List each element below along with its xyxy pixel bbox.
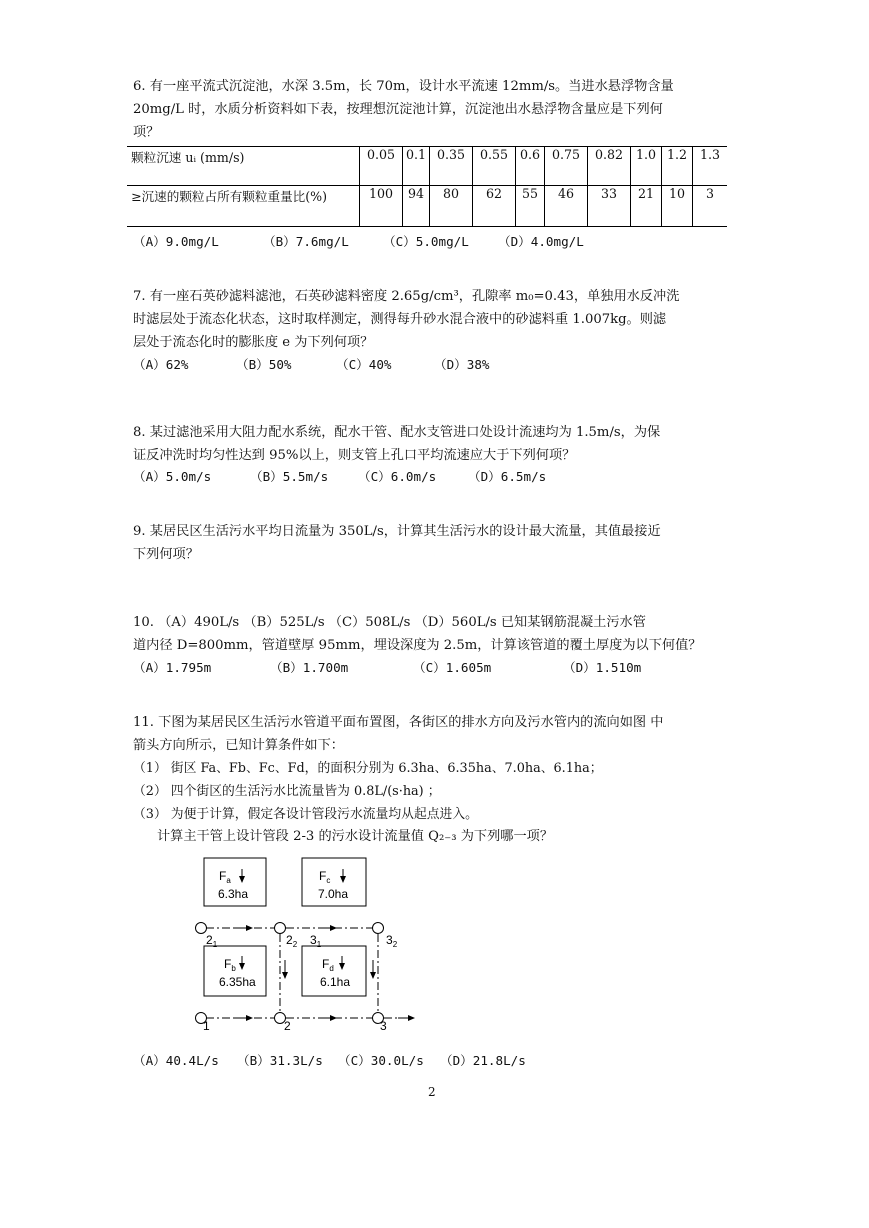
option-b: （B）1.700m xyxy=(270,660,349,675)
node-label-21: $2_1$ xyxy=(206,933,218,949)
option-b: （B）50% xyxy=(236,357,292,372)
q6-line-3: 项？ xyxy=(133,125,160,140)
block-fa-area: 6.3ha xyxy=(218,887,249,901)
q8-line-1: 8. 某过滤池采用大阻力配水系统，配水干管、配水支管进口处设计流速均为 1.5m/s，为保 xyxy=(133,425,661,440)
sewer-layout-diagram xyxy=(190,852,430,1030)
speed-cell: 0.35 xyxy=(430,147,473,186)
q9-line-2: 下列何项？ xyxy=(133,547,199,562)
percent-cell: 62 xyxy=(473,186,516,227)
block-fd-label: $F_d$ xyxy=(322,957,334,973)
option-a: （A）9.0mg/L xyxy=(133,234,219,249)
q11-question: 计算主干管上设计管段 2-3 的污水设计流量值 Q₂₋₃ 为下列哪一项？ xyxy=(157,829,554,844)
option-c: （C）6.0m/s xyxy=(358,469,437,484)
option-b: （B）5.5m/s xyxy=(250,469,329,484)
speed-cell: 0.82 xyxy=(588,147,631,186)
block-fc-area: 7.0ha xyxy=(318,887,349,901)
page-number: 2 xyxy=(428,1085,436,1099)
node-label-32: $3_2$ xyxy=(386,933,398,949)
percent-cell: 100 xyxy=(360,186,403,227)
block-fd-area: 6.1ha xyxy=(320,975,351,989)
q7-line-2: 时滤层处于流态化状态，这时取样测定，测得每升砂水混合液中的砂滤料重 1.007kg。则滤 xyxy=(133,312,667,327)
q11-condition-2: （2） 四个街区的生活污水比流量皆为 0.8L/(s·ha) ； xyxy=(133,784,441,799)
speed-cell: 0.55 xyxy=(473,147,516,186)
node-32 xyxy=(373,923,384,934)
option-a: （A）1.795m xyxy=(133,660,212,675)
percent-cell: 3 xyxy=(693,186,728,227)
speed-cell: 0.05 xyxy=(360,147,403,186)
table-header-percent: ≥沉速的颗粒占所有颗粒重量比(%) xyxy=(127,186,360,227)
option-d: （D）38% xyxy=(434,357,490,372)
q11-line-1: 11. 下图为某居民区生活污水管道平面布置图，各街区的排水方向及污水管内的流向如图 中 xyxy=(133,715,664,730)
percent-cell: 33 xyxy=(588,186,631,227)
option-d: （D）6.5m/s xyxy=(468,469,547,484)
node-22 xyxy=(275,923,286,934)
speed-cell: 0.1 xyxy=(403,147,430,186)
option-c: （C）30.0L/s xyxy=(338,1053,424,1068)
speed-cell: 0.75 xyxy=(545,147,588,186)
node-label-22: $2_2$ xyxy=(286,933,298,949)
q10-line-1: 10. （A）490L/s （B）525L/s （C）508L/s （D）560L/s 已知某钢筋混凝土污水管 xyxy=(133,615,646,630)
block-fb-label: $F_b$ xyxy=(224,957,236,973)
q6-line-1: 6. 有一座平流式沉淀池，水深 3.5m，长 70m，设计水平流速 12mm/s。当进水悬浮物含量 xyxy=(133,79,674,94)
q9-line-1: 9. 某居民区生活污水平均日流量为 350L/s，计算其生活污水的设计最大流量，其值最接近 xyxy=(133,524,661,539)
option-b: （B）7.6mg/L xyxy=(263,234,349,249)
q10-options xyxy=(133,660,641,676)
option-c: （C）40% xyxy=(336,357,392,372)
node-label-2: 2 xyxy=(284,1019,291,1030)
option-d: （D）4.0mg/L xyxy=(498,234,584,249)
table-row xyxy=(127,186,727,227)
q6-data-table xyxy=(127,146,727,227)
speed-cell: 1.2 xyxy=(662,147,693,186)
speed-cell: 0.6 xyxy=(516,147,545,186)
q11-options xyxy=(133,1053,526,1069)
option-c: （C）5.0mg/L xyxy=(383,234,469,249)
node-label-31: $3_1$ xyxy=(310,933,322,949)
percent-cell: 21 xyxy=(631,186,662,227)
node-label-1: 1 xyxy=(203,1019,210,1030)
option-a: （A）5.0m/s xyxy=(133,469,212,484)
speed-cell: 1.0 xyxy=(631,147,662,186)
percent-cell: 94 xyxy=(403,186,430,227)
q7-line-3: 层处于流态化时的膨胀度 e 为下列何项？ xyxy=(133,335,374,350)
node-21 xyxy=(196,923,207,934)
node-label-3: 3 xyxy=(380,1019,387,1030)
q7-line-1: 7. 有一座石英砂滤料滤池，石英砂滤料密度 2.65g/cm³，孔隙率 m₀=0.43，单独用水反冲洗 xyxy=(133,289,680,304)
percent-cell: 46 xyxy=(545,186,588,227)
percent-cell: 80 xyxy=(430,186,473,227)
q11-condition-1: （1） 街区 Fa、Fb、Fc、Fd，的面积分别为 6.3ha、6.35ha、7.0ha、6.1ha； xyxy=(133,761,603,776)
percent-cell: 10 xyxy=(662,186,693,227)
option-a: （A）40.4L/s xyxy=(133,1053,219,1068)
percent-cell: 55 xyxy=(516,186,545,227)
option-d: （D）21.8L/s xyxy=(440,1053,526,1068)
option-a: （A）62% xyxy=(133,357,189,372)
q10-line-2: 道内径 D=800mm，管道壁厚 95mm，埋设深度为 2.5m，计算该管道的覆土厚度为以下何值？ xyxy=(133,638,702,653)
q6-line-2: 20mg/L 时，水质分析资料如下表，按理想沉淀池计算，沉淀池出水悬浮物含量应是下列何 xyxy=(133,102,663,117)
option-d: （D）1.510m xyxy=(563,660,642,675)
q11-condition-3: （3） 为便于计算，假定各设计管段污水流量均从起点进入。 xyxy=(133,807,478,822)
option-c: （C）1.605m xyxy=(413,660,492,675)
speed-cell: 1.3 xyxy=(693,147,728,186)
table-row xyxy=(127,147,727,186)
block-fc-label: $F_c$ xyxy=(319,869,331,885)
block-fb-area: 6.35ha xyxy=(219,975,256,989)
q8-options xyxy=(133,469,546,485)
block-fa-label: $F_a$ xyxy=(219,869,231,885)
option-b: （B）31.3L/s xyxy=(237,1053,323,1068)
q7-options xyxy=(133,357,490,373)
q6-options xyxy=(133,234,584,250)
table-header-speed: 颗粒沉速 uᵢ (mm/s) xyxy=(127,147,360,186)
q11-line-2: 箭头方向所示，已知计算条件如下： xyxy=(133,738,344,753)
q8-line-2: 证反冲洗时均匀性达到 95%以上，则支管上孔口平均流速应大于下列何项？ xyxy=(133,448,576,463)
